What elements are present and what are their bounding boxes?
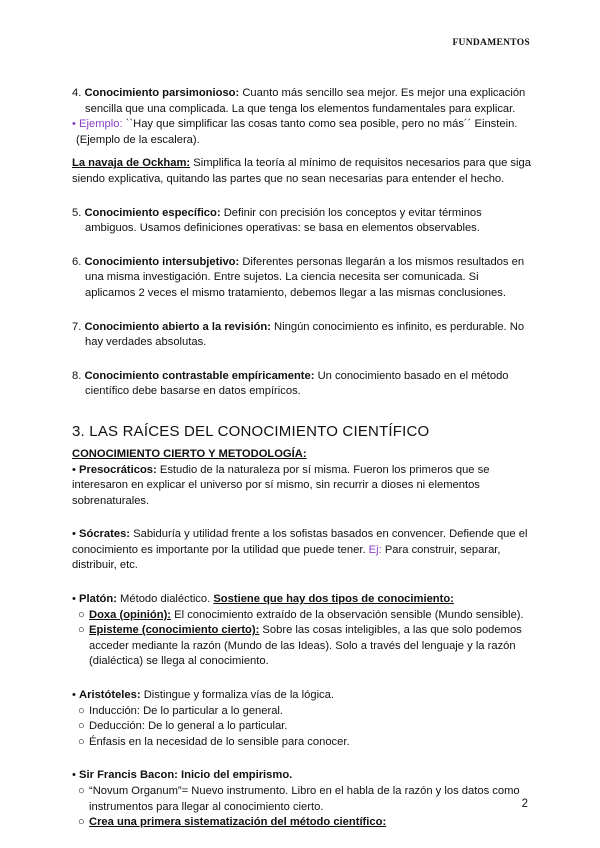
- item-title: Conocimiento intersubjetivo:: [84, 255, 240, 268]
- circle-bullet-icon: ○: [78, 816, 85, 829]
- running-header: FUNDAMENTOS: [452, 38, 530, 48]
- bacon-sub-1: [72, 784, 532, 815]
- item-8: [72, 369, 532, 400]
- example-label: Ejemplo:: [79, 118, 123, 131]
- ockham-text: Simplifica la teoría al mínimo de requisitos necesarios para que siga siendo explicativa, quitando las partes que no sean necesarias para entender el hecho.: [72, 157, 531, 185]
- circle-bullet-icon: ○: [78, 624, 85, 637]
- item-number: 4.: [72, 87, 82, 99]
- item-7: [72, 320, 532, 351]
- example-text: ``Hay que simplificar las cosas tanto como sea posible, pero no más´´ Einstein.: [122, 118, 518, 131]
- item-title: Conocimiento contrastable empíricamente:: [84, 369, 315, 382]
- aristoteles-title: Aristóteles:: [79, 689, 141, 702]
- platon-sub-doxa: [72, 608, 532, 624]
- sub-text: Deducción: De lo general a lo particular.: [89, 720, 288, 733]
- sub-title: Doxa (opinión):: [89, 608, 172, 621]
- bacon-paragraph: [72, 768, 532, 784]
- example-line: [72, 117, 532, 133]
- bullet-icon: •: [72, 769, 76, 782]
- ockham-title: La navaja de Ockham:: [72, 157, 191, 170]
- sub-text: Crea una primera sistematización del método científico:: [89, 816, 387, 829]
- presocraticos-paragraph: [72, 463, 532, 510]
- item-text: Ningún conocimiento es infinito, es perdurable. No hay verdades absolutas.: [85, 320, 525, 349]
- circle-bullet-icon: ○: [78, 785, 85, 797]
- item-text: Cuanto más sencillo sea mejor. Es mejor una explicación sencilla que una complicada. La que tenga los elementos fundamentales para explicar.: [85, 87, 526, 115]
- socrates-text: Sabiduría y utilidad frente a los sofistas basados en convencer. Defiende que el conocimiento es importante por la utilidad que puede tener.: [72, 528, 528, 556]
- platon-text: Método dialéctico.: [116, 593, 214, 606]
- bullet-icon: •: [72, 593, 76, 606]
- item-text: Diferentes personas llegarán a los mismos resultados en una misma investigación. Entre sujetos. La ciencia necesita ser comunicada. Si aplicamos 2 veces el mismo tratamiento, debemos llegar a las mismas conclusiones.: [85, 255, 525, 299]
- item-text: Un conocimiento basado en el método científico debe basarse en datos empíricos.: [85, 369, 509, 398]
- aristoteles-sub-3: [72, 735, 532, 751]
- presocraticos-title: Presocráticos:: [79, 463, 157, 476]
- sub-text: Sobre las cosas inteligibles, a las que solo podemos acceder mediante la razón (Mundo de las Ideas). Solo a través del lenguaje y la razón (dialéctica) se llega al conocimiento.: [89, 624, 522, 668]
- item-number: 7.: [72, 320, 82, 333]
- ockham-paragraph: [72, 156, 532, 187]
- section-heading: 3. LAS RAÍCES DEL CONOCIMIENTO CIENTÍFICO: [72, 422, 430, 440]
- bullet-icon: •: [72, 118, 76, 131]
- aristoteles-text: Distingue y formaliza vías de la lógica.: [140, 689, 334, 702]
- item-text: Definir con precisión los conceptos y evitar términos ambiguos. Usamos definiciones operativas: se basa en elementos observables.: [85, 206, 482, 235]
- item-number: 8.: [72, 369, 82, 382]
- item-title: Conocimiento abierto a la revisión:: [84, 320, 271, 333]
- bacon-title: Sir Francis Bacon:: [79, 769, 178, 782]
- circle-bullet-icon: ○: [78, 608, 85, 621]
- aristoteles-sub-2: [72, 719, 532, 735]
- platon-sub-episteme: [72, 623, 532, 670]
- example-line-2: [72, 133, 532, 149]
- sub-title: Episteme (conocimiento cierto):: [89, 624, 260, 637]
- section-subheading: CONOCIMIENTO CIERTO Y METODOLOGÍA:: [72, 447, 307, 460]
- sub-text: El conocimiento extraído de la observación sensible (Mundo sensible).: [171, 608, 524, 621]
- circle-bullet-icon: ○: [78, 720, 85, 733]
- platon-paragraph: [72, 592, 532, 608]
- example-text-2: (Ejemplo de la escalera).: [76, 133, 200, 146]
- item-5: [72, 206, 532, 237]
- circle-bullet-icon: ○: [78, 704, 85, 717]
- socrates-text-2: Para construir, separar, distribuir, etc.: [72, 543, 501, 572]
- circle-bullet-icon: ○: [78, 735, 85, 748]
- item-title: Conocimiento específico:: [84, 206, 221, 219]
- sub-text: “Novum Organum”= Nuevo instrumento. Libro en el habla de la razón y los datos como instrumentos para llegar al conocimiento cierto.: [89, 785, 520, 813]
- presocraticos-text: Estudio de la naturaleza por sí misma. Fueron los primeros que se interesaron en explicar el universo por sí mismo, sin recurrir a dioses ni elementos sobrenaturales.: [72, 463, 490, 507]
- aristoteles-paragraph: [72, 688, 532, 704]
- socrates-paragraph: [72, 527, 532, 574]
- item-number: 5.: [72, 206, 82, 219]
- ej-label: Ej:: [368, 543, 382, 556]
- socrates-title: Sócrates:: [79, 528, 131, 541]
- bullet-icon: •: [72, 463, 76, 476]
- sub-text: Inducción: De lo particular a lo general.: [89, 704, 284, 717]
- bacon-sub-2: [72, 815, 532, 831]
- item-4: [72, 86, 532, 117]
- bacon-text: Inicio del empirismo.: [177, 769, 293, 782]
- page-content: [72, 86, 532, 831]
- item-6: [72, 255, 532, 302]
- bullet-icon: •: [72, 689, 76, 702]
- page-number: 2: [521, 798, 528, 810]
- item-title: Conocimiento parsimonioso:: [84, 87, 240, 99]
- platon-emphasis: Sostiene que hay dos tipos de conocimiento:: [213, 593, 454, 606]
- item-number: 6.: [72, 255, 82, 268]
- bullet-icon: •: [72, 528, 76, 541]
- platon-title: Platón:: [79, 593, 117, 606]
- aristoteles-sub-1: [72, 704, 532, 720]
- sub-text: Énfasis en la necesidad de lo sensible para conocer.: [89, 735, 350, 748]
